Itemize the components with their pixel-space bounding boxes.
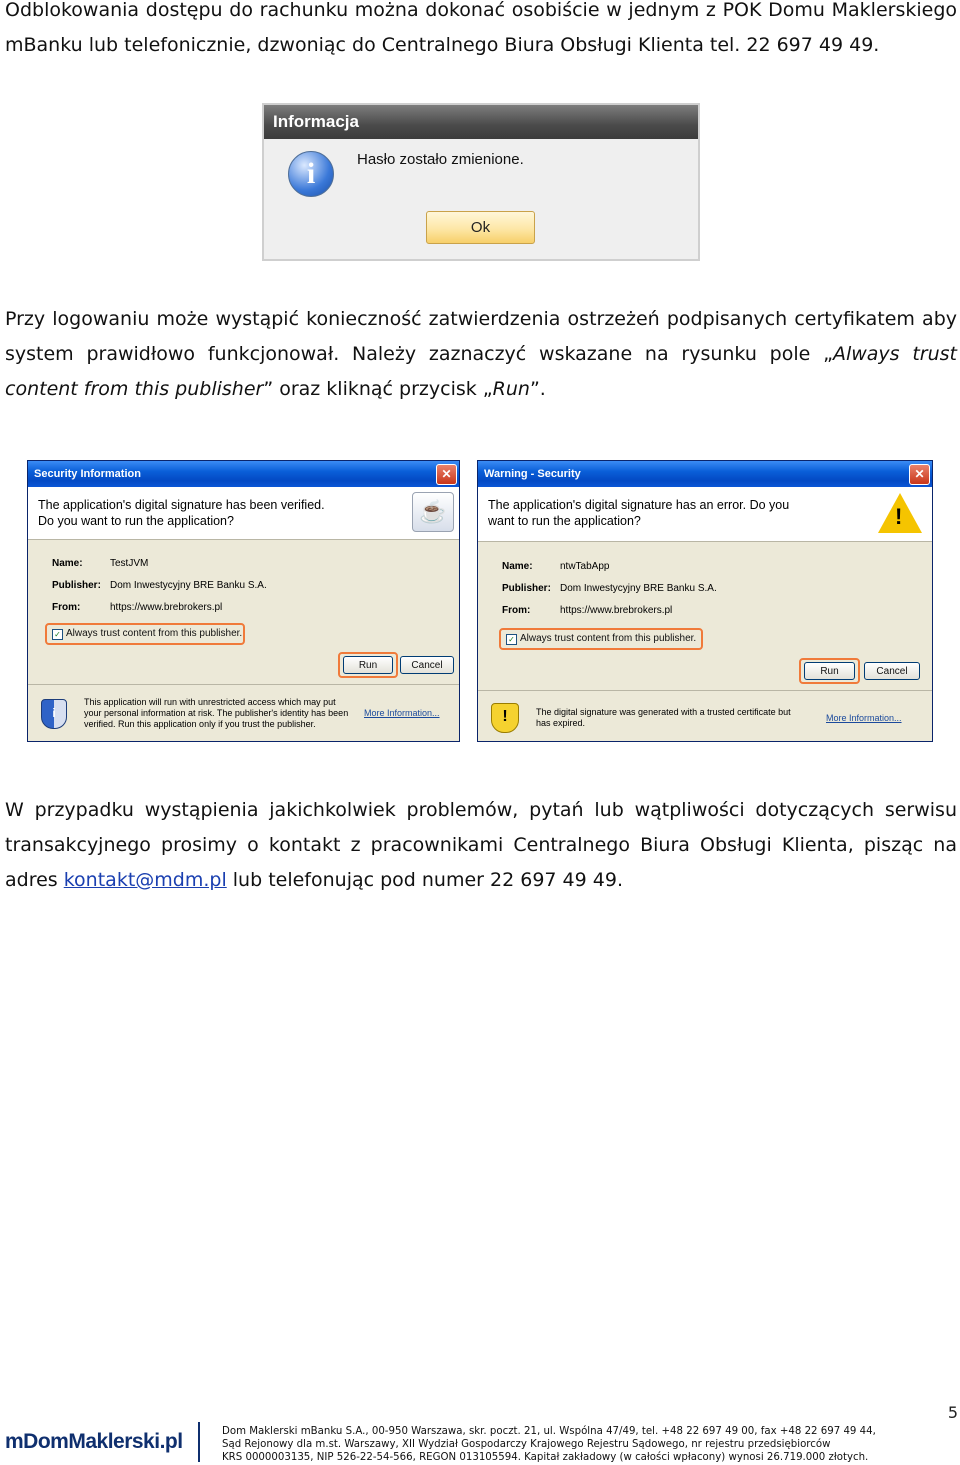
dialog-titlebar (28, 461, 459, 487)
close-icon[interactable]: ✕ (909, 464, 930, 485)
dialog-fields (502, 556, 717, 622)
mdommaklerski-logo: mDomMaklerski.pl (5, 1430, 183, 1453)
name-value: ntwTabApp (560, 561, 610, 572)
dialog-fields (52, 553, 267, 619)
cancel-button[interactable]: Cancel (400, 656, 454, 674)
paragraph-text: Przy logowaniu może wystąpić konieczność zatwierdzenia ostrzeżeń podpisanych certyfikatem aby system prawidłowo funkcjonował. Należy zaznaczyć wskazane na rysunku pole „ (5, 308, 957, 365)
from-label: From: (52, 602, 81, 613)
from-row (502, 600, 717, 622)
info-dialog-title: Informacja (264, 105, 698, 139)
contact-paragraph (5, 793, 957, 898)
close-icon[interactable]: ✕ (436, 464, 457, 485)
footer-line: has expired. (536, 718, 586, 728)
paragraph-text: ” oraz kliknąć przycisk „ (263, 378, 493, 400)
footer-line: This application will run with unrestricted access which may put (84, 697, 336, 707)
always-trust-checkbox-highlight[interactable] (45, 623, 245, 645)
paragraph-text: W przypadku wystąpienia jakichkolwiek problemów, pytań lub wątpliwości dotyczących serwisu transakcyjnego prosimy o kontakt z pracownikami Centralnego Biura Obsługi Klienta, pisząc na adres (5, 799, 957, 891)
footer-line: Sąd Rejonowy dla m.st. Warszawy, XII Wydział Gospodarczy Krajowego Rejestru Sądowego, nr rejestru przedsiębiorców (222, 1439, 831, 1450)
security-information-dialog (27, 460, 460, 742)
dialog-header-text (38, 497, 325, 529)
footer-text (84, 697, 348, 730)
info-dialog-message: Hasło zostało zmienione. (357, 151, 524, 168)
warning-exclamation: ! (895, 504, 903, 529)
header-line: want to run the application? (488, 514, 641, 528)
name-label: Name: (52, 558, 83, 569)
paragraph-text: lub telefonując pod numer 22 697 49 49. (226, 869, 623, 891)
publisher-label: Publisher: (52, 580, 101, 591)
name-label: Name: (502, 561, 533, 572)
dialog-title: Security Information (34, 468, 141, 480)
dialog-footer (28, 684, 459, 742)
run-button[interactable]: Run (343, 656, 393, 674)
page-number: 5 (947, 1403, 958, 1422)
always-trust-checkbox-highlight[interactable] (499, 628, 703, 650)
company-footer (222, 1425, 894, 1464)
publisher-value: Dom Inwestycyjny BRE Banku S.A. (110, 580, 267, 591)
dialog-header (478, 487, 932, 542)
intro-paragraph: Odblokowania dostępu do rachunku można dokonać osobiście w jednym z POK Domu Maklerskiego mBanku lub telefonicznie, dzwoniąc do Centralnego Biura Obsługi Klienta tel. 22 697 49 49. (5, 0, 957, 56)
info-dialog (262, 103, 700, 261)
name-value: TestJVM (110, 558, 149, 569)
name-row (52, 553, 267, 575)
header-line: The application's digital signature has been verified. (38, 498, 325, 512)
publisher-label: Publisher: (502, 583, 551, 594)
info-dialog-body (264, 139, 698, 259)
java-icon: ☕ (412, 492, 454, 532)
info-icon: i (288, 151, 334, 197)
warning-shield-icon: ! (491, 703, 519, 733)
dialog-title: Warning - Security (484, 468, 581, 480)
footer-line: verified. Run this application only if you trust the publisher. (84, 719, 316, 729)
footer-line: your personal information at risk. The publisher's identity has been (84, 708, 349, 718)
run-button[interactable]: Run (804, 662, 855, 680)
name-row (502, 556, 717, 578)
always-trust-emphasis: Always trust content from this publisher (5, 343, 958, 400)
header-line: Do you want to run the application? (38, 514, 234, 528)
checkbox-label: Always trust content from this publisher. (66, 628, 243, 639)
cancel-button[interactable]: Cancel (864, 662, 920, 680)
footer-line: KRS 0000003135, NIP 526-22-54-566, REGON 013105594. Kapitał zakładowy (w całości wpłacony) wynosi 26.719.000 złotych. (222, 1452, 869, 1463)
footer-divider (198, 1422, 200, 1462)
footer-line: Dom Maklerski mBanku S.A., 00-950 Warszawa, skr. poczt. 21, ul. Wspólna 47/49, tel. +48 22 697 49 00, fax +48 22 697 49 44, (222, 1426, 876, 1437)
dialog-footer (478, 690, 932, 742)
from-row (52, 597, 267, 619)
paragraph-text: ”. (529, 378, 546, 400)
email-link[interactable]: kontakt@mdm.pl (63, 869, 227, 891)
always-trust-checkbox[interactable]: ✓ (506, 634, 517, 645)
dialog-header-text (488, 497, 789, 529)
logon-instructions-paragraph (5, 302, 957, 407)
dialog-header (28, 487, 459, 540)
warning-security-dialog (477, 460, 933, 742)
from-value: https://www.brebrokers.pl (110, 602, 223, 613)
always-trust-checkbox[interactable]: ✓ (52, 629, 63, 640)
publisher-row (502, 578, 717, 600)
shield-icon: i (41, 699, 67, 729)
dialog-titlebar (478, 461, 932, 487)
from-label: From: (502, 605, 531, 616)
run-emphasis: Run (492, 378, 530, 400)
header-line: The application's digital signature has an error. Do you (488, 498, 790, 512)
more-information-link[interactable]: More Information... (826, 713, 902, 723)
footer-line: The digital signature was generated with a trusted certificate but (536, 707, 791, 717)
publisher-row (52, 575, 267, 597)
from-value: https://www.brebrokers.pl (560, 605, 673, 616)
footer-text (536, 707, 791, 729)
publisher-value: Dom Inwestycyjny BRE Banku S.A. (560, 583, 717, 594)
ok-button[interactable]: Ok (426, 211, 535, 244)
more-information-link[interactable]: More Information... (364, 708, 440, 718)
checkbox-label: Always trust content from this publisher. (520, 633, 697, 644)
